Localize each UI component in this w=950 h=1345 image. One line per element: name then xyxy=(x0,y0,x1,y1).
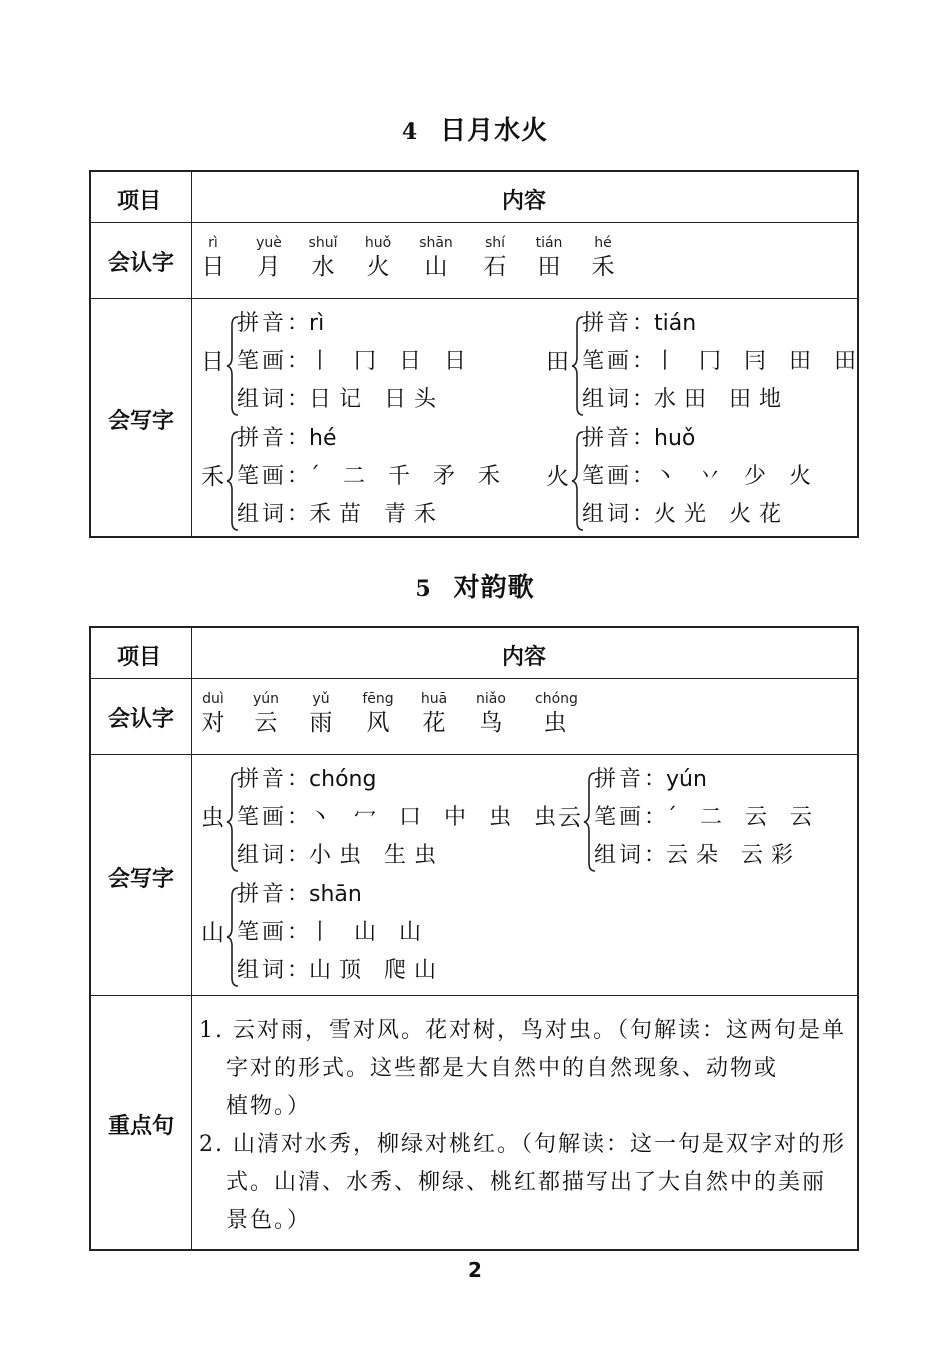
pinyin-label: rì xyxy=(208,235,218,251)
hanzi-char: 云 xyxy=(254,710,278,736)
recognize-char xyxy=(358,234,398,282)
colon-separator: ： xyxy=(287,387,310,412)
words-key: 组词 xyxy=(237,502,288,527)
words-value: 日记 日头 xyxy=(309,387,445,412)
hanzi-char: 雨 xyxy=(309,710,333,736)
pinyin-key: 拼音 xyxy=(594,767,645,792)
write-pinyin-line xyxy=(582,424,695,454)
pinyin-label: chóng xyxy=(535,691,578,707)
pinyin-key: 拼音 xyxy=(237,767,288,792)
write-words-line xyxy=(582,500,789,530)
colon-separator: ： xyxy=(287,882,310,907)
hanzi-char: 禾 xyxy=(591,254,615,280)
recognize-char xyxy=(535,690,578,738)
write-strokes-line xyxy=(237,347,474,377)
strokes-value: ˊ 二 云 云 xyxy=(666,805,821,830)
pinyin-label: duì xyxy=(202,691,224,707)
key-sentence-line: 2. 山清对水秀，柳绿对桃红。（句解读：这一句是双字对的形 xyxy=(199,1132,846,1157)
header-item: 项目 xyxy=(117,645,162,670)
pinyin-value: shān xyxy=(309,882,362,907)
words-key: 组词 xyxy=(594,843,645,868)
colon-separator: ： xyxy=(632,464,655,489)
colon-separator: ： xyxy=(287,920,310,945)
header-content: 内容 xyxy=(502,645,547,670)
lesson-4-title xyxy=(0,110,950,147)
write-char: 日 xyxy=(201,349,224,375)
pinyin-value: tián xyxy=(654,311,697,336)
lesson-5-table xyxy=(89,626,859,1251)
colon-separator: ： xyxy=(644,767,667,792)
write-pinyin-line xyxy=(582,309,696,339)
words-key: 组词 xyxy=(237,387,288,412)
strokes-key: 笔画 xyxy=(582,349,633,374)
colon-separator: ： xyxy=(287,767,310,792)
write-pinyin-line xyxy=(594,765,707,795)
colon-separator: ： xyxy=(287,349,310,374)
hanzi-char: 日 xyxy=(201,254,225,280)
write-char: 禾 xyxy=(201,464,224,490)
lesson-title-text: 日月水火 xyxy=(440,116,549,146)
pinyin-key: 拼音 xyxy=(237,882,288,907)
write-char: 田 xyxy=(546,349,569,375)
pinyin-value: hé xyxy=(309,426,337,451)
lesson-number: 5 xyxy=(415,576,432,602)
recognize-char xyxy=(193,690,233,738)
strokes-key: 笔画 xyxy=(582,464,633,489)
write-char: 云 xyxy=(558,805,581,831)
colon-separator: ： xyxy=(287,426,310,451)
pinyin-label: fēng xyxy=(362,691,394,707)
recognize-char xyxy=(193,234,233,282)
colon-separator: ： xyxy=(632,349,655,374)
write-words-line xyxy=(237,500,444,530)
strokes-key: 笔画 xyxy=(237,805,288,830)
key-sentence-line: 植物。） xyxy=(226,1094,312,1119)
colon-separator: ： xyxy=(287,843,310,868)
strokes-value: 丨 冂 冃 田 田 xyxy=(654,349,865,374)
hanzi-char: 石 xyxy=(483,254,507,280)
colon-separator: ： xyxy=(632,311,655,336)
pinyin-key: 拼音 xyxy=(237,426,288,451)
words-value: 小虫 生虫 xyxy=(309,843,445,868)
words-key: 组词 xyxy=(237,958,288,983)
words-value: 山顶 爬山 xyxy=(309,958,445,983)
pinyin-label: shān xyxy=(419,235,453,251)
recognize-char xyxy=(358,690,398,738)
colon-separator: ： xyxy=(287,502,310,527)
write-words-line xyxy=(237,385,444,415)
write-char: 虫 xyxy=(201,805,224,831)
colon-separator: ： xyxy=(644,805,667,830)
key-sentences-label: 重点句 xyxy=(107,1114,174,1139)
hanzi-char: 火 xyxy=(366,254,390,280)
pinyin-label: yuè xyxy=(256,235,282,251)
words-value: 禾苗 青禾 xyxy=(309,502,445,527)
recognize-char xyxy=(246,690,286,738)
strokes-value: ˊ 二 千 矛 禾 xyxy=(309,464,509,489)
recognize-char xyxy=(249,234,289,282)
lesson-5-title xyxy=(0,567,950,604)
pinyin-key: 拼音 xyxy=(582,311,633,336)
recognize-label: 会认字 xyxy=(107,251,174,276)
words-key: 组词 xyxy=(582,502,633,527)
pinyin-key: 拼音 xyxy=(582,426,633,451)
strokes-value: 丨 冂 日 日 xyxy=(309,349,475,374)
write-strokes-line xyxy=(594,803,820,833)
recognize-char xyxy=(475,234,515,282)
lesson-number: 4 xyxy=(401,119,419,145)
hanzi-char: 月 xyxy=(257,254,281,280)
words-value: 火光 火花 xyxy=(654,502,790,527)
recognize-char xyxy=(529,234,569,282)
colon-separator: ： xyxy=(287,311,310,336)
colon-separator: ： xyxy=(287,464,310,489)
colon-separator: ： xyxy=(632,426,655,451)
colon-separator: ： xyxy=(644,843,667,868)
pinyin-label: huā xyxy=(420,691,448,707)
recognize-char xyxy=(583,234,623,282)
strokes-value: 丶 丷 少 火 xyxy=(654,464,820,489)
recognize-char xyxy=(301,690,341,738)
pinyin-key: 拼音 xyxy=(237,311,288,336)
key-sentence-line: 景色。） xyxy=(226,1208,312,1233)
key-sentence-line: 字对的形式。这些都是大自然中的自然现象、动物或 xyxy=(226,1056,779,1081)
pinyin-value: yún xyxy=(666,767,707,792)
words-key: 组词 xyxy=(237,843,288,868)
pinyin-label: hé xyxy=(594,235,612,251)
recognize-label: 会认字 xyxy=(107,707,174,732)
write-pinyin-line xyxy=(237,880,362,910)
write-label: 会写字 xyxy=(107,409,174,434)
strokes-value: 丶 冖 口 中 虫 虫 xyxy=(309,805,564,830)
hanzi-char: 虫 xyxy=(543,710,567,736)
write-strokes-line xyxy=(582,462,819,492)
write-char: 山 xyxy=(201,920,224,946)
strokes-key: 笔画 xyxy=(594,805,645,830)
hanzi-char: 花 xyxy=(422,710,446,736)
write-label: 会写字 xyxy=(107,867,174,892)
pinyin-value: chóng xyxy=(309,767,377,792)
pinyin-label: shí xyxy=(484,235,506,251)
words-value: 水田 田地 xyxy=(654,387,790,412)
page-number: 2 xyxy=(468,1258,482,1282)
write-words-line xyxy=(582,385,789,415)
pinyin-label: niǎo xyxy=(476,691,506,707)
recognize-char xyxy=(303,234,343,282)
colon-separator: ： xyxy=(287,958,310,983)
hanzi-char: 田 xyxy=(537,254,561,280)
key-sentence-line: 1. 云对雨，雪对风。花对树，鸟对虫。（句解读：这两句是单 xyxy=(199,1018,846,1043)
words-value: 云朵 云彩 xyxy=(666,843,802,868)
pinyin-label: yǔ xyxy=(312,691,330,707)
pinyin-label: shuǐ xyxy=(308,235,338,251)
words-key: 组词 xyxy=(582,387,633,412)
write-pinyin-line xyxy=(237,309,324,339)
hanzi-char: 鸟 xyxy=(479,710,503,736)
strokes-key: 笔画 xyxy=(237,349,288,374)
write-strokes-line xyxy=(237,918,429,948)
strokes-key: 笔画 xyxy=(237,464,288,489)
write-words-line xyxy=(237,956,444,986)
recognize-char xyxy=(416,234,456,282)
strokes-key: 笔画 xyxy=(237,920,288,945)
pinyin-value: rì xyxy=(309,311,325,336)
write-strokes-line xyxy=(237,462,508,492)
header-content: 内容 xyxy=(502,189,547,214)
header-item: 项目 xyxy=(117,189,162,214)
write-pinyin-line xyxy=(237,765,376,795)
colon-separator: ： xyxy=(287,805,310,830)
colon-separator: ： xyxy=(632,502,655,527)
write-char: 火 xyxy=(546,464,569,490)
hanzi-char: 风 xyxy=(366,710,390,736)
write-pinyin-line xyxy=(237,424,337,454)
pinyin-value: huǒ xyxy=(654,426,696,451)
strokes-value: 丨 山 山 xyxy=(309,920,430,945)
recognize-char xyxy=(471,690,511,738)
write-words-line xyxy=(237,841,444,871)
colon-separator: ： xyxy=(632,387,655,412)
hanzi-char: 山 xyxy=(424,254,448,280)
key-sentence-line: 式。山清、水秀、柳绿、桃红都描写出了大自然中的美丽 xyxy=(226,1170,827,1195)
hanzi-char: 水 xyxy=(311,254,335,280)
lesson-title-text: 对韵歌 xyxy=(453,573,535,603)
write-strokes-line xyxy=(582,347,864,377)
lesson-4-table xyxy=(89,170,865,538)
pinyin-label: tián xyxy=(535,235,563,251)
recognize-char xyxy=(414,690,454,738)
write-words-line xyxy=(594,841,801,871)
write-strokes-line xyxy=(237,803,564,833)
pinyin-label: yún xyxy=(252,691,280,707)
hanzi-char: 对 xyxy=(201,710,225,736)
pinyin-label: huǒ xyxy=(364,235,392,251)
